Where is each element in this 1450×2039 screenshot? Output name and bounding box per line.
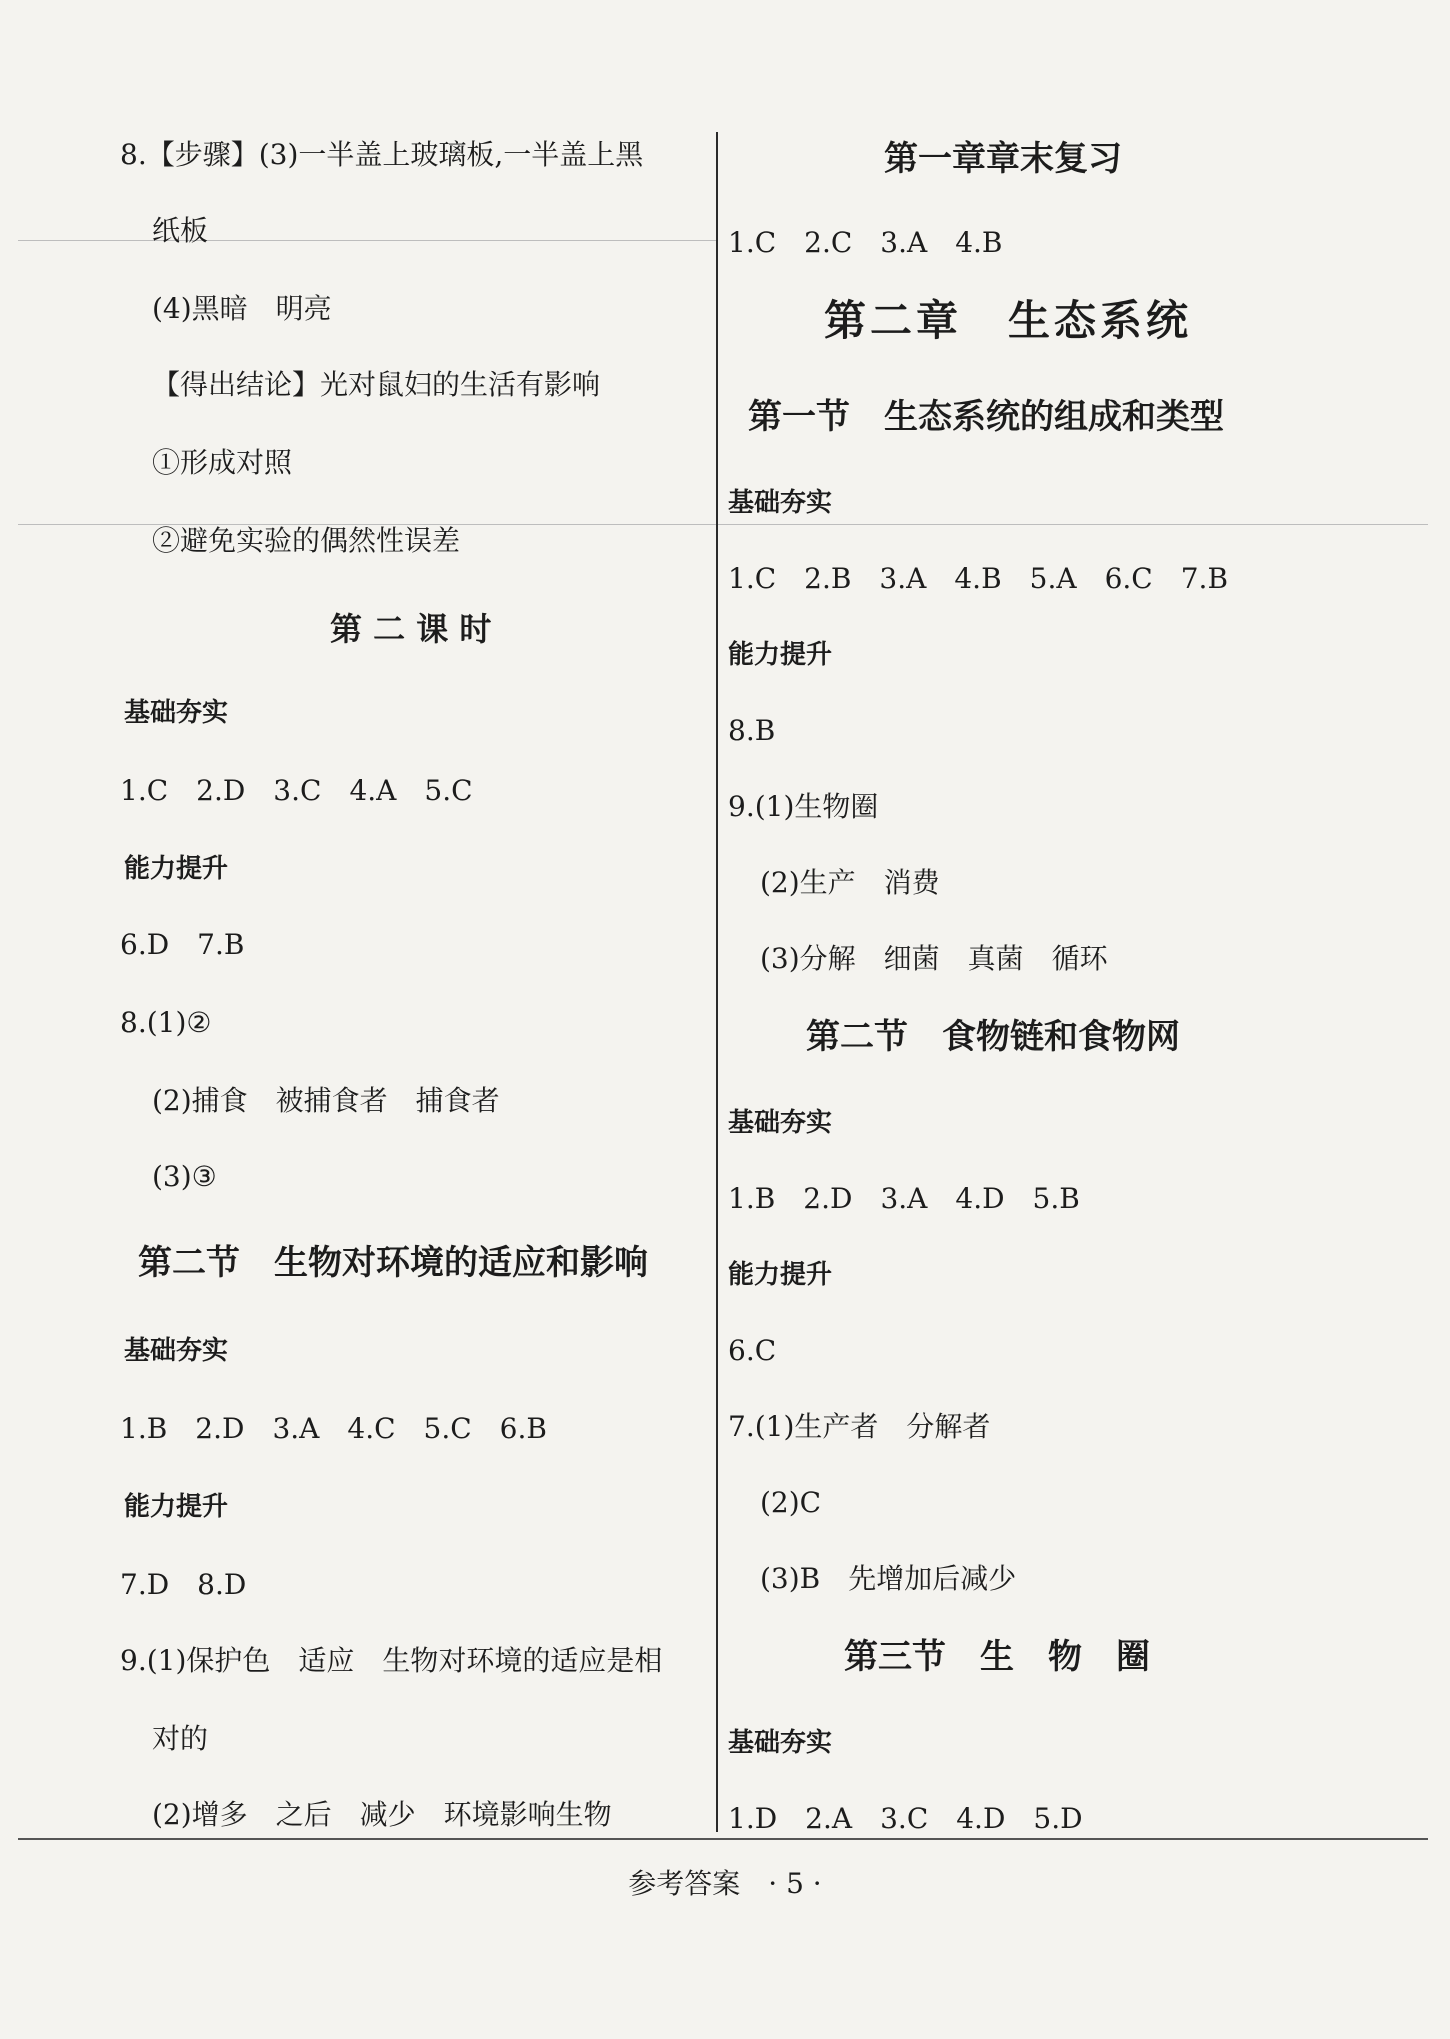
answer-line: 8.【步骤】(3)一半盖上玻璃板,一半盖上黑 — [120, 138, 644, 171]
answer-line: 对的 — [152, 1722, 209, 1755]
section-label: 基础夯实 — [728, 488, 833, 518]
answer-line: 6.D 7.B — [120, 928, 245, 961]
answer-line: (3)③ — [152, 1160, 217, 1193]
answer-line: 7.(1)生产者 分解者 — [728, 1410, 991, 1443]
answer-line: 【得出结论】光对鼠妇的生活有影响 — [152, 368, 601, 401]
section-heading: 第一节 生态系统的组成和类型 — [748, 397, 1224, 437]
answer-line: 9.(1)保护色 适应 生物对环境的适应是相 — [120, 1644, 663, 1677]
section-label: 能力提升 — [124, 854, 229, 884]
answer-line: 6.C — [728, 1334, 777, 1367]
answer-line: 1.D 2.A 3.C 4.D 5.D — [728, 1802, 1083, 1835]
answer-line: 1.C 2.D 3.C 4.A 5.C — [120, 774, 473, 807]
answer-line: ②避免实验的偶然性误差 — [152, 524, 461, 557]
answer-line: 1.C 2.B 3.A 4.B 5.A 6.C 7.B — [728, 562, 1229, 595]
answer-line: (2)生产 消费 — [760, 866, 940, 899]
section-heading: 第二节 食物链和食物网 — [806, 1017, 1180, 1057]
answer-line: 1.B 2.D 3.A 4.D 5.B — [728, 1182, 1080, 1215]
answer-line: 9.(1)生物圈 — [728, 790, 879, 823]
answer-line: (3)B 先增加后减少 — [760, 1562, 1017, 1595]
section-heading: 第三节 生 物 圈 — [844, 1637, 1150, 1677]
answer-line: (3)分解 细菌 真菌 循环 — [760, 942, 1108, 975]
chapter-review-heading: 第一章章末复习 — [884, 139, 1122, 179]
answer-line: 8.B — [728, 714, 776, 747]
footer-rule — [18, 1838, 1428, 1840]
section-heading: 第 二 课 时 — [330, 610, 492, 648]
section-label: 基础夯实 — [728, 1728, 833, 1758]
answer-line: 1.C 2.C 3.A 4.B — [728, 226, 1003, 259]
column-divider — [716, 132, 718, 1832]
page-footer: 参考答案 · 5 · — [628, 1867, 822, 1900]
answer-line: (2)增多 之后 减少 环境影响生物 — [152, 1798, 612, 1831]
scan-line — [18, 240, 718, 241]
section-heading: 第二节 生物对环境的适应和影响 — [138, 1243, 648, 1283]
section-label: 能力提升 — [124, 1492, 229, 1522]
chapter-heading: 第二章 生态系统 — [824, 296, 1193, 345]
answer-line: 纸板 — [152, 214, 209, 247]
answer-line: (2)捕食 被捕食者 捕食者 — [152, 1084, 500, 1117]
answer-line: 1.B 2.D 3.A 4.C 5.C 6.B — [120, 1412, 547, 1445]
answer-line: (4)黑暗 明亮 — [152, 292, 332, 325]
section-label: 基础夯实 — [124, 1336, 229, 1366]
section-label: 能力提升 — [728, 640, 833, 670]
answer-line: (2)C — [760, 1486, 822, 1519]
answer-line: ①形成对照 — [152, 446, 293, 479]
section-label: 能力提升 — [728, 1260, 833, 1290]
answer-line: 8.(1)② — [120, 1006, 212, 1039]
section-label: 基础夯实 — [728, 1108, 833, 1138]
section-label: 基础夯实 — [124, 698, 229, 728]
answer-line: 7.D 8.D — [120, 1568, 247, 1601]
